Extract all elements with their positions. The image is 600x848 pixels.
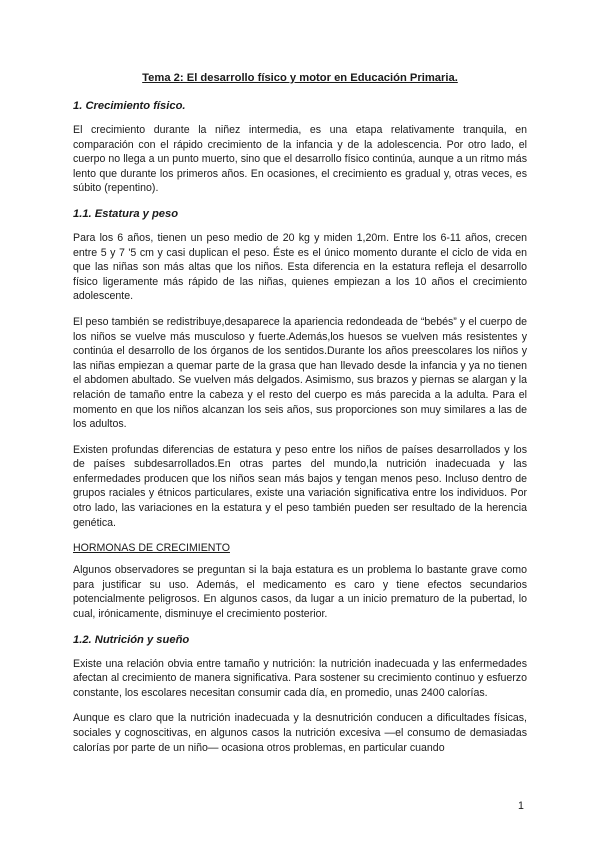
paragraph: El peso también se redistribuye,desaparece la apariencia redondeada de “bebés” y el cuerpo de los niños se vuelve más musculoso y fuerte.Además,los huesos se vuelven más resistentes y continúa el desarrollo de los órganos de los sentidos.Durante los años preescolares los niños y las niñas empiezan a quemar parte de la grasa que han llevado desde la infancia y ya no tienen el abdomen abultado. Se vuelven más delgados. Asimismo, sus brazos y piernas se alargan y la relación de tamaño entre la cabeza y el resto del cuerpo es más parecida a la adulta. Para el momento en que los niños alcanzan los seis años, sus proporciones son muy similares a las de los adultos. xyxy=(73,315,527,431)
paragraph: Aunque es claro que la nutrición inadecuada y la desnutrición conducen a dificultades físicas, sociales y cognoscitivas, en algunos casos la nutrición excesiva —el consumo de demasiadas calorías por parte de un niño— ocasiona otros problemas, en particular cuando xyxy=(73,712,527,754)
page-number: 1 xyxy=(518,800,524,812)
section-heading-estatura-peso: 1.1. Estatura y peso xyxy=(73,207,179,220)
paragraph: Existen profundas diferencias de estatura y peso entre los niños de países desarrollados y los de países subdesarrollados.En otras partes del mundo,la nutrición inadecuada y las enfermedades producen que los niños sean más bajos y tengan menos peso. Incluso dentro de grupos raciales y étnicos particulares, existe una variación significativa entre los individuos. Por otro lado, las variaciones en la estatura y el peso también pueden ser resultado de la herencia genética. xyxy=(73,443,527,529)
section-heading-crecimiento: 1. Crecimiento físico. xyxy=(73,100,186,112)
paragraph: El crecimiento durante la niñez intermedia, es una etapa relativamente tranquila, en comparación con el rápido crecimiento de la infancia y de la adolescencia. Por otro lado, el cuerpo no llega a un punto muerto, sino que el desarrollo físico continúa, aunque a un ritmo más lento que durante los primeros años. En ocasiones, el crecimiento es gradual y, otras veces, es súbito (repentino). xyxy=(73,124,527,195)
paragraph: Para los 6 años, tienen un peso medio de 20 kg y miden 1,20m. Entre los 6-11 años, crecen entre 5 y 7 '5 cm y casi duplican el peso. Éste es el único momento durante el ciclo de vida en que las niñas son más altas que los niños. Esta diferencia en la estatura refleja el desarrollo físico ligeramente más rápido de las niñas, quienes empiezan a los 10 años el crecimiento adolescente. xyxy=(73,231,527,303)
section-heading-nutricion-sueno: 1.2. Nutrición y sueño xyxy=(73,633,190,646)
subheading-hormonas: HORMONAS DE CRECIMIENTO xyxy=(73,542,230,555)
paragraph: Algunos observadores se preguntan si la baja estatura es un problema lo bastante grave como para justificar su uso. Además, el medicamento es caro y tiene efectos secundarios potencialmente peligrosos. En algunos casos, da lugar a un inicio prematuro de la pubertad, lo cual, irónicamente, disminuye el crecimiento posterior. xyxy=(73,564,527,621)
document-title: Tema 2: El desarrollo físico y motor en Educación Primaria. xyxy=(142,72,458,84)
document-page xyxy=(73,71,527,766)
paragraph: Existe una relación obvia entre tamaño y nutrición: la nutrición inadecuada y las enfermedades afectan al crecimiento de manera significativa. Para sostener su crecimiento continuo y esfuerzo constante, los escolares necesitan consumir cada día, en promedio, unas 2400 calorías. xyxy=(73,657,527,699)
